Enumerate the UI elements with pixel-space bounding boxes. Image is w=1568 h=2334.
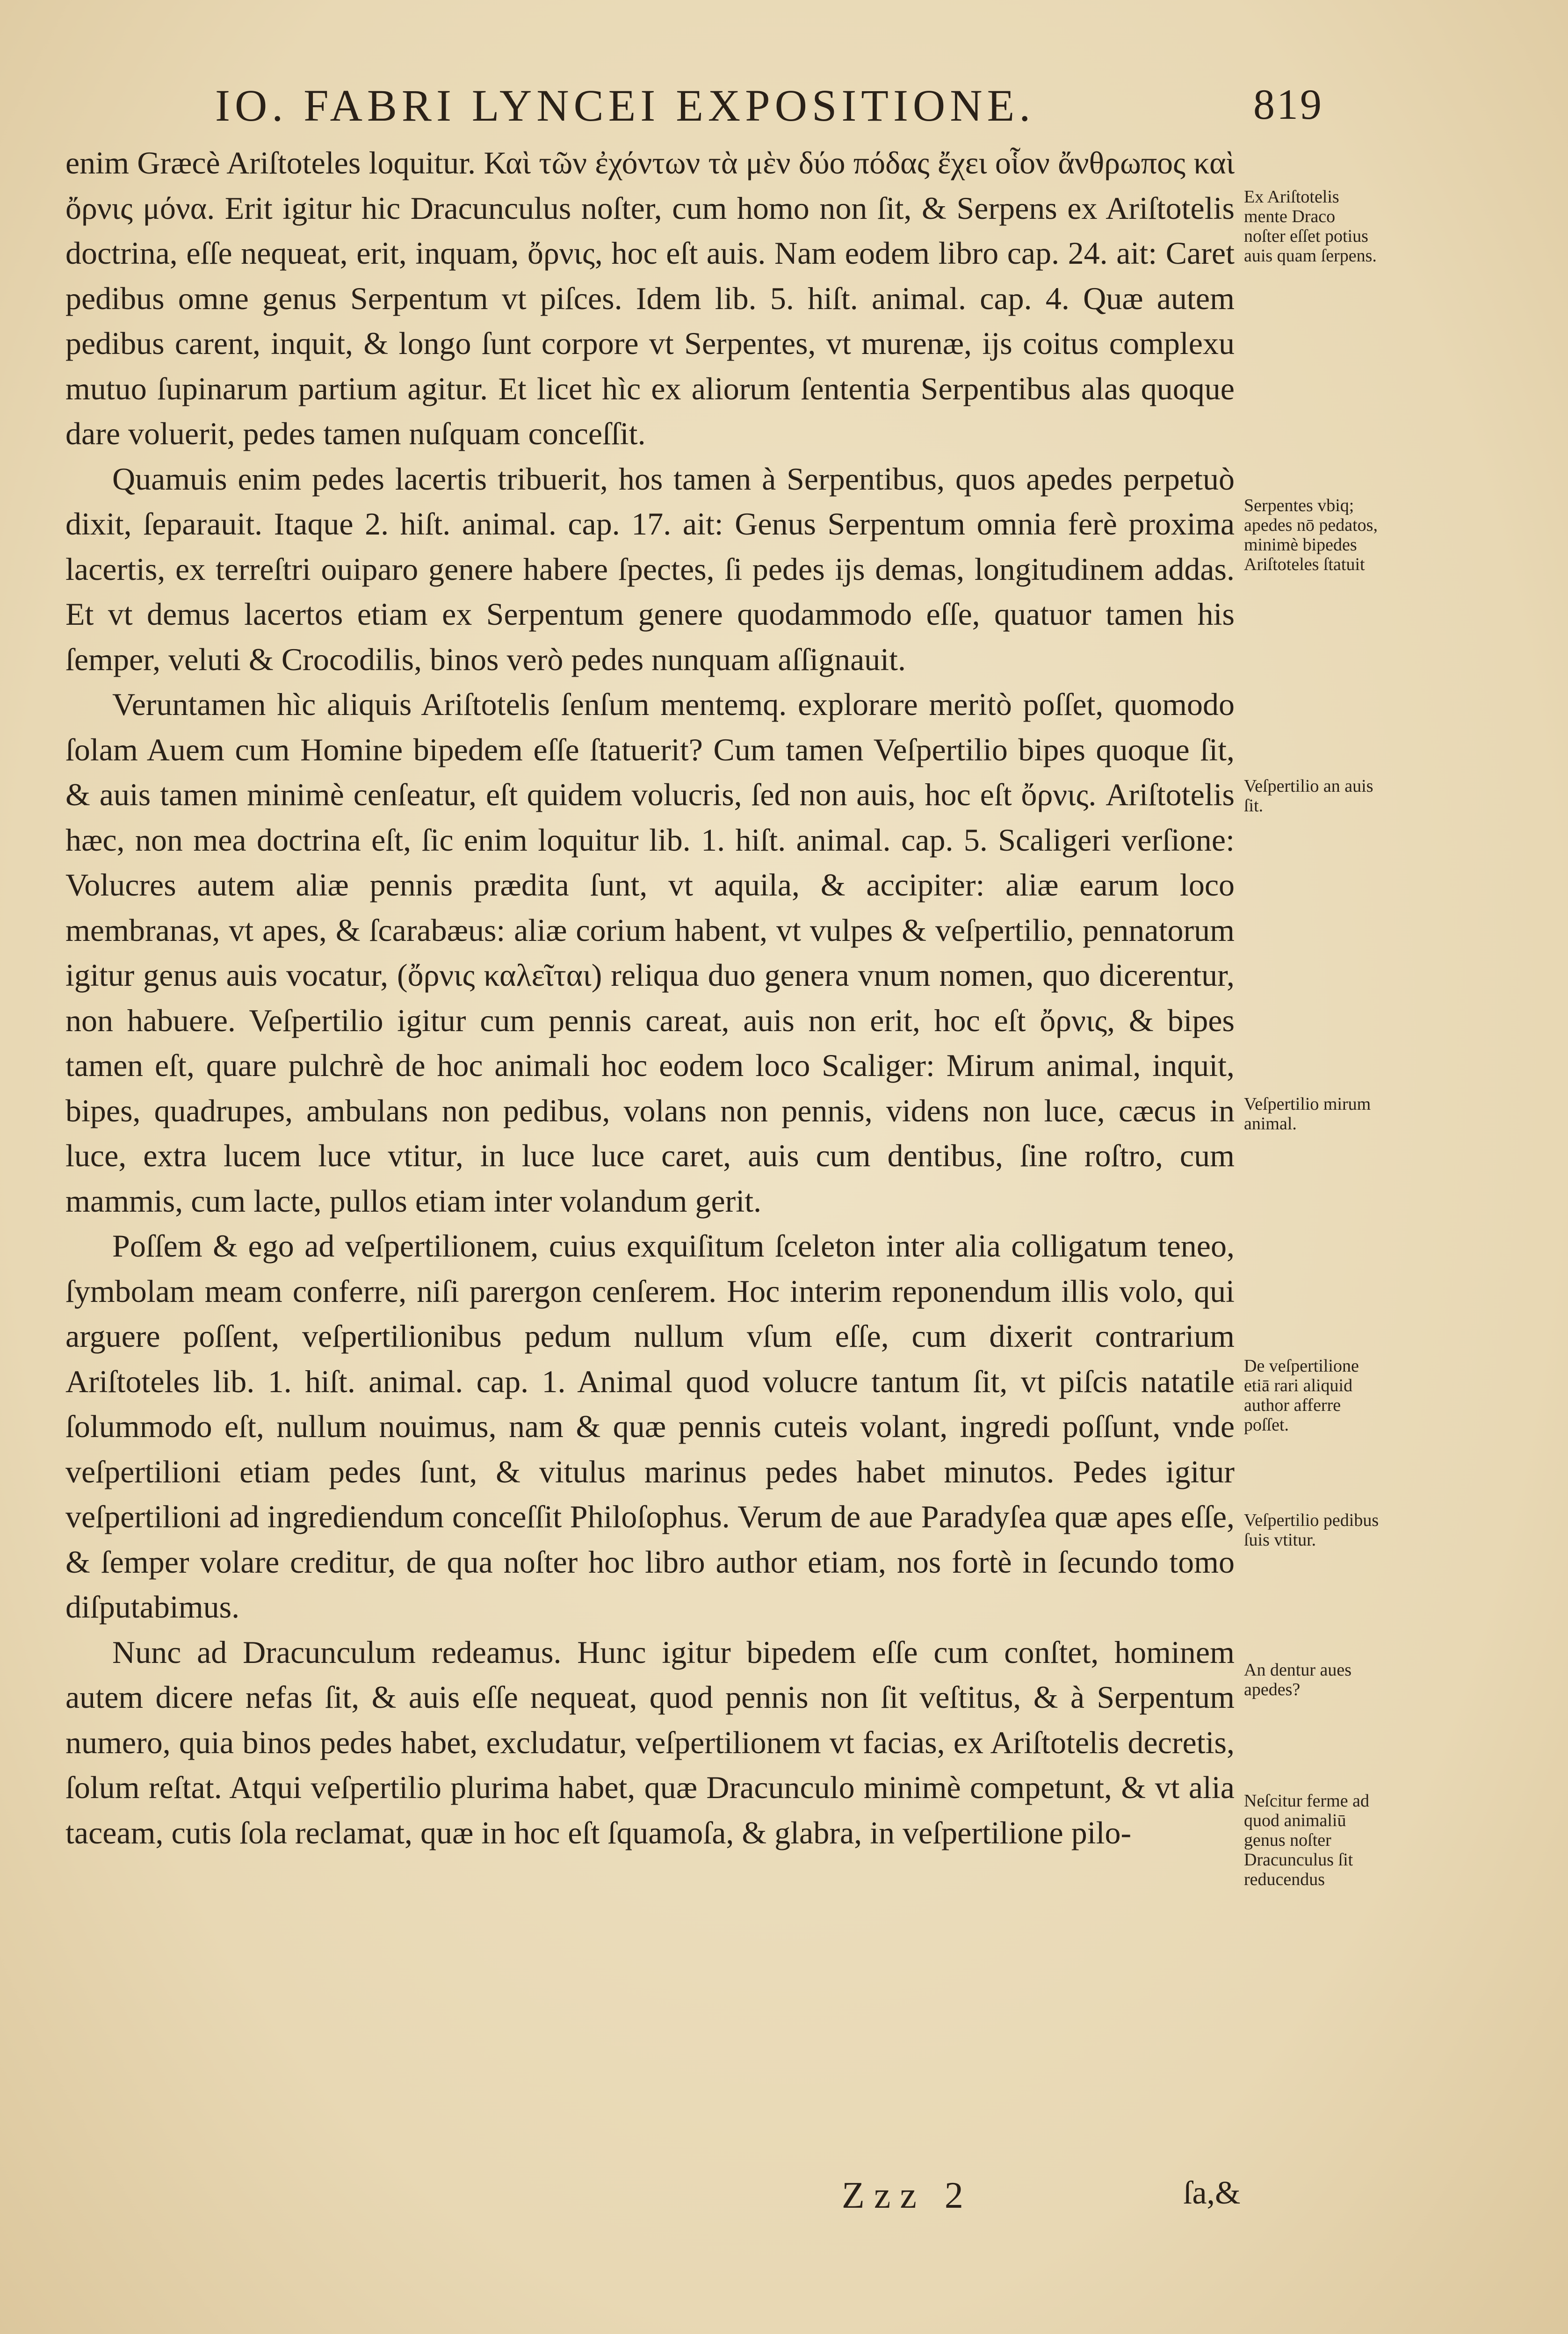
marginal-note: Serpentes vbiq; apedes nō pedatos, minimè bipedes Ariſtoteles ſtatuit [1244,496,1378,574]
signature-mark: Zzz 2 [842,2175,973,2216]
paragraph-5: Nunc ad Dracunculum redeamus. Hunc igitur bipedem eſſe cum conſtet, hominem autem dicere nefas ſit, & auis eſſe nequeat, quod pennis non ſit veſtitus, & à Serpentum numero, quia binos pedes habet, excludatur, veſpertilionem vt facias, ex Ariſtotelis decretis, ſolum reſtat. Atqui veſpertilio plurima habet, quæ Dracunculo minimè competunt, & vt alia taceam, cutis ſola reclamat, quæ in hoc eſt ſquamoſa, & glabra, in veſpertilione pilo- [65,1634,1235,1850]
page-header [154,79,1323,140]
marginal-note: Veſpertilio an auis ſit. [1244,776,1373,816]
paragraph-2: Quamuis enim pedes lacertis tribuerit, hos tamen à Serpentibus, quos apedes perpetuò dixit, ſeparauit. Itaque 2. hiſt. animal. cap. 17. ait: Genus Serpentum omnia ferè proxima lacertis, ex terreſtri ouiparo genere habere ſpectes, ſi pedes ijs demas, longitudinem addas. Et vt demus lacertos etiam ex Serpentum genere quodammodo eſſe, quatuor tamen his ſemper, veluti & Crocodilis, binos verò pedes nunquam aſſignauit. [65,461,1235,677]
running-head: IO. FABRI LYNCEI EXPOSITIONE. [215,80,1035,130]
main-text [65,140,1235,1855]
marginal-note: An dentur aues apedes? [1244,1660,1352,1699]
marginal-note: De veſpertilione etiā rari aliquid author afferre poſſet. [1244,1356,1359,1435]
marginal-note: Veſpertilio pedibus ſuis vtitur. [1244,1510,1379,1550]
paragraph-3: Veruntamen hìc aliquis Ariſtotelis ſenſum mentemq. explorare meritò poſſet, quomodo ſolam Auem cum Homine bipedem eſſe ſtatuerit? Cum tamen Veſpertilio bipes quoque ſit, & auis tamen minimè cenſeatur, eſt quidem volucris, ſed non auis, hoc eſt ὄρνις. Ariſtotelis hæc, non mea doctrina eſt, ſic enim loquitur lib. 1. hiſt. animal. cap. 5. Scaligeri verſione: Volucres autem aliæ pennis prædita ſunt, vt aquila, & accipiter: aliæ earum loco membranas, vt apes, & ſcarabæus: aliæ corium habent, vt vulpes & veſpertilio, pennatorum igitur genus auis vocatur, (ὄρνις καλεῖται) reliqua duo genera vnum nomen, quo dicerentur, non habuere. Veſpertilio igitur cum pennis careat, auis non erit, hoc eſt ὄρνις, & bipes tamen eſt, quare pulchrè de hoc animali hoc eodem loco Scaliger: Mirum animal, inquit, bipes, quadrupes, ambulans non pedibus, volans non pennis, videns non luce, cæcus in luce, extra lucem luce vtitur, in luce luce caret, auis cum dentibus, ſine roſtro, cum mammis, cum lacte, pullos etiam inter volandum gerit. [65,686,1235,1219]
paragraph-4: Poſſem & ego ad veſpertilionem, cuius exquiſitum ſceleton inter alia colligatum teneo, ſymbolam meam conferre, niſi parergon cenſerem. Hoc interim reponendum illis volo, qui arguere poſſent, veſpertilionibus pedum nullum vſum eſſe, cum dixerit contrarium Ariſtoteles lib. 1. hiſt. animal. cap. 1. Animal quod volucre tantum ſit, vt piſcis natatile ſolummodo eſt, nullum nouimus, nam & quæ pennis cuteis volant, ingredi poſſunt, vnde veſpertilioni etiam pedes ſunt, & vitulus marinus pedes habet minutos. Pedes igitur veſpertilioni ad ingrediendum conceſſit Philoſophus. Verum de aue Paradyſea quæ apes eſſe, & ſemper volare creditur, de qua noſter hoc libro author etiam, nos fortè in ſecundo tomo diſputabimus. [65,1228,1235,1625]
marginal-note: Neſcitur ferme ad quod animaliū genus noſter Dracunculus ſit reducendus [1244,1791,1369,1889]
paragraph-1: enim Græcè Ariſtoteles loquitur. Καὶ τῶν ἐχόντων τὰ μὲν δύο πόδας ἔχει οἷον ἄνθρωπος καὶ ὄρνις μόνα. Erit igitur hic Dracunculus noſter, cum homo non ſit, & Serpens ex Ariſtotelis doctrina, eſſe nequeat, erit, inquam, ὄρνις, hoc eſt auis. Nam eodem libro cap. 24. ait: Caret pedibus omne genus Serpentum vt piſces. Idem lib. 5. hiſt. animal. cap. 4. Quæ autem pedibus carent, inquit, & longo ſunt corpore vt Serpentes, vt murenæ, ijs coitus complexu mutuo ſupinarum partium agitur. Et licet hìc ex aliorum ſententia Serpentibus alas quoque dare voluerit, pedes tamen nuſquam conceſſit. [65,145,1235,451]
page-number: 819 [1253,80,1323,128]
marginal-note: Veſpertilio mirum animal. [1244,1094,1371,1134]
marginal-note: Ex Ariſtotelis mente Draco noſter eſſet potius auis quam ſerpens. [1244,187,1377,266]
catchword: ſa,& [1183,2175,1241,2211]
